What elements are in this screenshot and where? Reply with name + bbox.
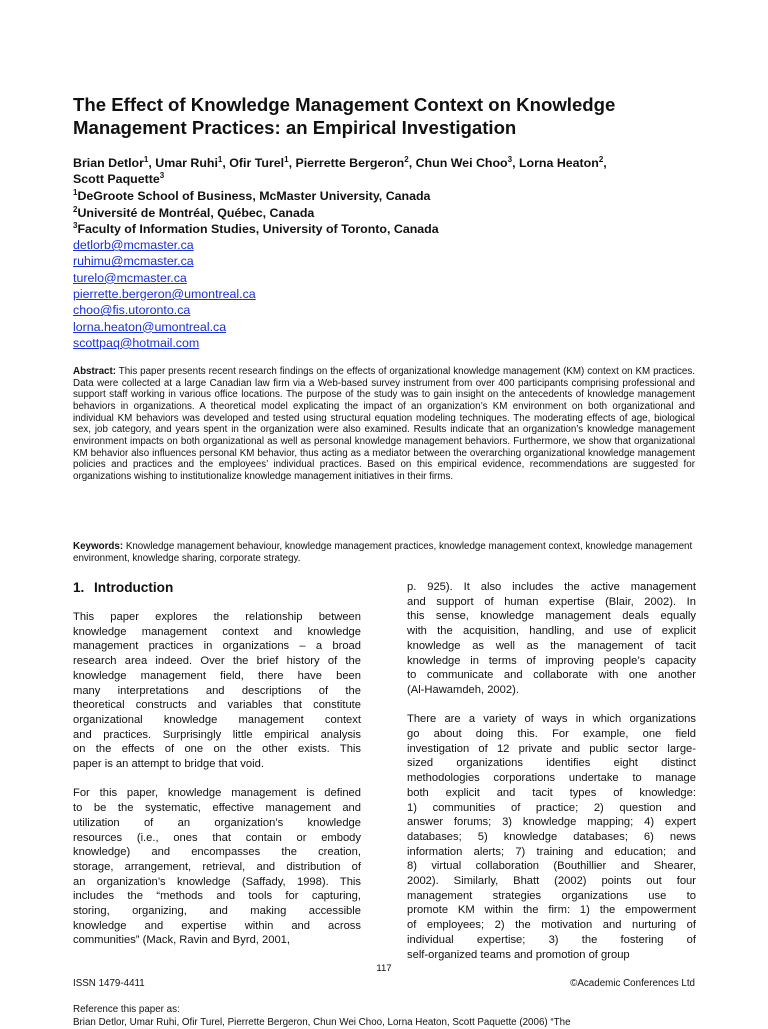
text-line: knowledge in terms of improving people’s capacity [407, 654, 696, 667]
affiliation-3: $^3$Faculty of Information Studies, University of Toronto, Canada [73, 220, 439, 236]
section-number: 1. [73, 580, 85, 595]
author-name: Umar Ruhi [155, 156, 218, 170]
text-line: sized organizations identifies eight distinct [407, 757, 696, 770]
left-column [73, 610, 361, 963]
email-link[interactable]: scottpaq@hotmail.com [73, 335, 200, 350]
text-line: on the effects of one on the other exists. This [73, 743, 361, 756]
page-number: 117 [376, 963, 392, 974]
text-line: There are a variety of ways in which organizations [407, 713, 696, 726]
text-line: and support of human expertise (Blair, 2002). In [407, 595, 696, 608]
email-link[interactable]: detlorb@mcmaster.ca [73, 238, 194, 253]
text-line: p. 925). It also includes the active management [407, 581, 696, 593]
text-line: knowledge management context and knowledge [73, 625, 361, 638]
body-paragraph [407, 712, 696, 962]
text-line: methodologies corporations undertake to manage [407, 772, 696, 785]
text-line: databases; 5) knowledge databases; 6) news [407, 830, 696, 843]
reference-text: Brian Detlor, Umar Ruhi, Ofir Turel, Pierrette Bergeron, Chun Wei Choo, Lorna Heaton, Scott Paquette (2006) “The [73, 1016, 571, 1028]
text-line: 8) virtual collaboration (Bouthillier and Shearer, [407, 860, 696, 873]
text-line: both explicit and tacit types of knowledge: [407, 786, 696, 799]
text-line: to communicate and collaborate with one another [407, 669, 696, 682]
body-paragraph [73, 610, 361, 772]
body-paragraph [73, 786, 361, 948]
author-affiliation-mark: 1 [284, 155, 289, 164]
author-affiliation-mark: 2 [598, 155, 604, 164]
text-line: management strategies organizations use to [407, 889, 696, 902]
text-line: knowledge) and encompasses the creation, [73, 846, 361, 859]
email-link[interactable]: pierrette.bergeron@umontreal.ca [73, 286, 256, 301]
text-line: storage, arrangement, retrieval, and distribution of [73, 860, 361, 873]
text-line: with the acquisition, handling, and use of explicit [407, 625, 696, 638]
text-line: 1) communities of practice; 2) question and [407, 801, 696, 814]
text-line: communities” (Mack, Ravin and Byrd, 2001, [73, 934, 290, 947]
text-line: an organization’s knowledge (Saffady, 1998). This [73, 875, 361, 888]
text-line: of employees; 2) the motivation and nurturing of [407, 919, 696, 932]
affiliations [73, 188, 713, 237]
text-line: information alerts; 7) training and education; and [407, 845, 696, 858]
paper-title [73, 93, 713, 139]
author-affiliation-mark: 1 [217, 155, 223, 164]
title-line-1: The Effect of Knowledge Management Context on Knowledge [73, 94, 616, 115]
text-line: This paper explores the relationship between [73, 611, 361, 623]
text-line: individual expertise; 3) the fostering of [407, 933, 696, 946]
reference-note [73, 1004, 695, 1029]
author-name: Lorna Heaton [518, 156, 599, 170]
email-link[interactable]: ruhimu@mcmaster.ca [73, 254, 194, 269]
keywords [73, 541, 695, 564]
text-line: 2002). Similarly, Bhatt (2002) points out four [407, 875, 696, 888]
author-name: Scott Paquette [73, 172, 160, 187]
section-title: Introduction [94, 580, 174, 595]
text-line: For this paper, knowledge management is defined [73, 787, 361, 800]
text-line: paper is an attempt to bridge that void. [73, 758, 264, 771]
text-line: (Al-Hawamdeh, 2002). [407, 683, 519, 696]
text-line: answer forums; 3) knowledge mapping; 4) expert [407, 816, 696, 829]
email-link[interactable]: turelo@mcmaster.ca [73, 270, 187, 285]
text-line: knowledge management field, there have been [73, 669, 361, 682]
keywords-label: Keywords: [73, 541, 124, 552]
author-affiliation-mark: 1 [143, 155, 149, 164]
text-line: self-organized teams and promotion of group [407, 948, 630, 961]
author-name: Chun Wei Choo [415, 156, 508, 170]
author-list-line-2 [73, 171, 713, 187]
text-line: investigation of 12 private and public sector large- [407, 742, 696, 755]
email-link[interactable]: choo@fis.utoronto.ca [73, 303, 191, 318]
affiliation-1: $^1$DeGroote School of Business, McMaster University, Canada [73, 188, 431, 204]
text-line: includes the “methods and tools for capturing, [73, 890, 361, 903]
author-list-line-1: Brian Detlor$^1$, Umar Ruhi$^1$, Ofir Turel$^1$, Pierrette Bergeron$^2$, Chun Wei Choo$^3$, Lorna Heaton$^2$, [73, 155, 607, 170]
author-block [73, 155, 713, 351]
text-line: storing, organizing, and making accessible [73, 905, 361, 918]
text-line: management practices in organizations – a broad [73, 640, 361, 653]
keywords-text: Knowledge management behaviour, knowledge management practices, knowledge management context, knowledge management environment, knowledge sharing, corporate strategy. [73, 541, 693, 564]
text-line: this sense, knowledge management deals equally [407, 610, 696, 623]
author-emails [73, 237, 713, 351]
author-name: Ofir Turel [229, 156, 285, 170]
author-name: Pierrette Bergeron [295, 156, 405, 170]
text-line: resources (i.e., ones that contain or embody [73, 831, 361, 844]
text-line: promote KM within the firm: 1) the empowerment [407, 904, 696, 917]
right-column [407, 580, 696, 977]
copyright: ©Academic Conferences Ltd [570, 978, 695, 989]
text-line: theoretical constructs and variables that constitute [73, 699, 361, 712]
author-affiliation-mark: 3 [159, 171, 165, 181]
text-line: organizational knowledge management context [73, 713, 361, 726]
text-line: go about doing this. For example, one field [407, 728, 696, 741]
reference-label: Reference this paper as: [73, 1004, 180, 1015]
body-paragraph [407, 580, 696, 698]
author-affiliation-mark: 3 [507, 155, 513, 164]
issn: ISSN 1479-4411 [73, 978, 145, 989]
author-affiliation-mark: 2 [404, 155, 409, 164]
author-name: Brian Detlor [73, 156, 144, 170]
email-link[interactable]: lorna.heaton@umontreal.ca [73, 319, 227, 334]
affiliation-2: $^2$Université de Montréal, Québec, Canada [73, 204, 315, 220]
section-heading [73, 580, 173, 595]
text-line: and practices. Surprisingly little empirical analysis [73, 728, 361, 741]
text-line: research area indeed. Over the brief history of the [73, 655, 361, 668]
abstract-text: This paper presents recent research findings on the effects of organizational knowledge management (KM) context on KM practices. Data were collected at a large Canadian law firm via a Web-based survey instrument from over 400 participants comprising professional and support staff working in various office locations. The purpose of the study was to gain insight on the antecedents of knowledge management behaviors in organizations. A theoretical model explicating the impact of an organization’s KM environment on both organizational and individual KM behaviors was developed and tested using structural equation modeling techniques. The moderating effects of age, biological sex, job category, and years spent in the organization were also examined. Results indicate that an organization’s knowledge management environment impacts on both organizational as well as personal knowledge management behaviors. Furthermore, we show that organizational KM behavior also influences personal KM behavior, thus acting as a mediator between the overarching organizational knowledge management policies and practices and the employees’ individual practices. Based on this empirical evidence, recommendations are suggested for organizations wishing to institutionalize knowledge management initiatives in their firms. [73, 366, 696, 482]
text-line: many interpretations and descriptions of the [73, 684, 361, 697]
text-line: knowledge and expertise within and across [73, 919, 361, 932]
abstract [73, 366, 695, 483]
text-line: knowledge as well as the management of tacit [407, 639, 696, 652]
text-line: utilization of an organization’s knowledge [73, 816, 361, 829]
text-line: to be the systematic, effective management and [73, 802, 361, 815]
title-line-2: Management Practices: an Empirical Investigation [73, 117, 517, 138]
abstract-label: Abstract: [73, 366, 117, 377]
